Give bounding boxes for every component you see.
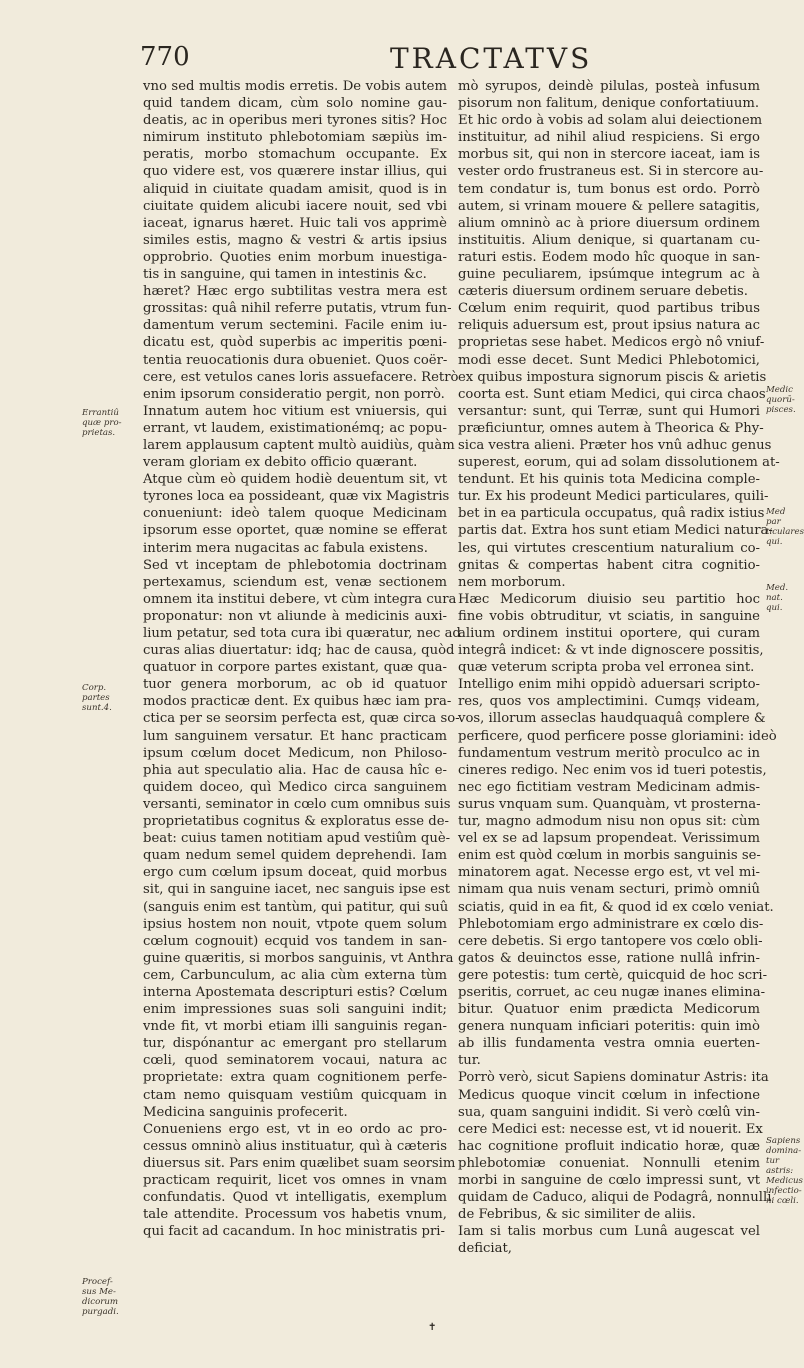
text-line: veram gloriam ex debito officio quærant. bbox=[143, 455, 418, 471]
text-line: cere Medici est: necesse est, vt id nouerit. Ex bbox=[458, 1121, 763, 1137]
text-line: tur. bbox=[458, 1053, 481, 1069]
running-title: TRACTATVS bbox=[390, 42, 593, 75]
text-line: ctica per se seorsim perfecta est, quæ circa so- bbox=[143, 711, 460, 727]
text-line: pseritis, corruet, ac ceu nugæ inanes elimina- bbox=[458, 984, 766, 1000]
text-line: de Febribus, & sic similiter de aliis. bbox=[458, 1207, 696, 1223]
text-line: beat: cuius tamen notitiam apud vestiûm què- bbox=[143, 831, 451, 847]
text-line: Innatum autem hoc vitium est vniuersis, qui bbox=[143, 403, 447, 419]
text-line: grossitas: quâ nihil referre putatis, vtrum fun- bbox=[143, 301, 452, 317]
text-line: quid tandem dicam, cùm solo nomine gau- bbox=[143, 96, 447, 112]
margin-note-corporis-partes: Corp. partes sunt.4. bbox=[82, 683, 112, 713]
text-line: sciatis, quid in ea fit, & quod id ex cœlo veniat. bbox=[458, 899, 774, 915]
text-line: tendunt. Et his quinis tota Medicina comple- bbox=[458, 472, 760, 488]
text-line: interna Apostemata descripturi estis? Cœlum bbox=[143, 984, 448, 1000]
text-line: bet in ea particula occupatus, quâ radix istius bbox=[458, 506, 765, 522]
text-line: Phlebotomiam ergo administrare ex cœlo dis- bbox=[458, 916, 764, 932]
margin-note-processus: Procef- sus Me- dicorum purgadi. bbox=[82, 1277, 119, 1317]
text-line: tyrones loca ea possideant, quæ vix Magistris bbox=[143, 489, 450, 505]
text-line: sica vestra alieni. Præter hos vnû adhuc genus bbox=[458, 437, 772, 453]
text-line: ipsorum esse oportet, quæ nomine se efferat bbox=[143, 523, 447, 539]
text-line: Iam si talis morbus cum Lunâ augescat vel bbox=[458, 1224, 760, 1240]
text-line: nem morborum. bbox=[458, 574, 566, 590]
margin-note-errantium: Errantiû quæ pro- prietas. bbox=[82, 408, 122, 438]
text-line: quatuor in corpore partes existant, quæ qua- bbox=[143, 660, 447, 676]
text-line: alium ordinem institui oportere, qui curam bbox=[458, 626, 760, 641]
text-line: gatos & deuinctos esse, ratione nullâ infrin- bbox=[458, 950, 760, 966]
text-line: dicatu est, quòd superbis ac imperitis pœni- bbox=[143, 335, 447, 351]
text-line: ctam nemo quisquam vestiûm quicquam in bbox=[143, 1087, 447, 1103]
text-line: phlebotomiæ conueniat. Nonnulli etenim bbox=[458, 1155, 760, 1171]
text-line: cœli, quod seminatorem vocaui, natura ac bbox=[143, 1053, 447, 1069]
text-line: genera nunquam inficiari poteritis: quin imò bbox=[458, 1019, 760, 1035]
text-line: bitur. Quatuor enim prædicta Medicorum bbox=[458, 1002, 760, 1018]
text-line: proprietate: extra quam cognitionem perfe- bbox=[143, 1070, 447, 1086]
text-line: larem applausum captent multò auidiùs, quàm bbox=[143, 437, 455, 453]
text-line: Hæc Medicorum diuisio seu partitio hoc bbox=[458, 591, 760, 607]
text-line: conueniunt: ideò talem quoque Medicinam bbox=[143, 506, 447, 522]
text-line: proponatur: non vt aliunde à medicinis auxi- bbox=[143, 608, 447, 624]
text-line: aliquid in ciuitate quadam amisit, quod is in bbox=[143, 181, 447, 197]
text-line: fine vobis obtruditur, vt sciatis, in sanguine bbox=[458, 608, 760, 624]
text-line: præficiuntur, omnes autem à Theorica & Phy- bbox=[458, 420, 764, 436]
text-line: quidam de Caduco, aliqui de Podagrâ, nonnulli bbox=[458, 1190, 772, 1206]
text-line: hæret? Hæc ergo subtilitas vestra mera est bbox=[143, 284, 447, 300]
text-line: morbus sit, qui non in stercore iaceat, iam is bbox=[458, 147, 760, 163]
text-line: vnde fit, vt morbi etiam illi sanguinis regan- bbox=[143, 1019, 447, 1035]
text-line: cæteris diuersum ordinem seruare debetis. bbox=[458, 284, 748, 300]
text-line: mò syrupos, deindè pilulas, posteà infusum bbox=[458, 79, 760, 94]
text-line: quam nedum semel quidem deprehendi. Iam bbox=[143, 848, 447, 864]
text-line: quidem doceo, quì Medico circa sanguinem bbox=[143, 779, 447, 795]
text-line: confundatis. Quod vt intelligatis, exemplum bbox=[143, 1190, 447, 1206]
text-line: minatorem agat. Necesse ergo est, vt vel mi- bbox=[458, 865, 760, 881]
page-header bbox=[140, 40, 780, 80]
text-line: deficiat, bbox=[458, 1241, 512, 1257]
text-line: tem condatur is, tum bonus est ordo. Porrò bbox=[458, 181, 760, 197]
text-line: tur, magno admodum nisu non opus sit: cùm bbox=[458, 814, 760, 830]
page-footer-mark: ✝ bbox=[428, 1322, 437, 1333]
text-line: peratis, morbo stomachum occupante. Ex bbox=[143, 147, 447, 163]
text-line: vel ex se ad lapsum propendeat. Verissimum bbox=[458, 831, 760, 847]
text-line: (sanguis enim est tantùm, qui patitur, qui suû bbox=[143, 899, 449, 915]
text-line: gere potestis: tum certè, quicquid de hoc scri- bbox=[458, 967, 768, 983]
text-line: guine peculiarem, ipsúmque integrum ac à bbox=[458, 267, 760, 283]
text-line: Cœlum enim requirit, quod partibus tribus bbox=[458, 301, 760, 317]
text-line: raturi estis. Eodem modo hîc quoque in san- bbox=[458, 249, 760, 265]
text-line: nimam qua nuis venam secturi, primò omniû bbox=[458, 882, 760, 898]
text-line: tur. Ex his prodeunt Medici particulares, quili- bbox=[458, 489, 769, 505]
text-line: Porrò verò, sicut Sapiens dominatur Astris: ita bbox=[458, 1070, 769, 1086]
text-line: Et hic ordo à vobis ad solam alui deiectionem bbox=[458, 113, 763, 129]
text-line: similes estis, magno & vestri & artis ipsius bbox=[143, 232, 447, 248]
text-line: enim ipsorum consideratio pergit, non porrò. bbox=[143, 386, 445, 402]
text-line: nimirum instituto phlebotomiam sæpiùs im- bbox=[143, 130, 447, 146]
text-line: integrâ indicet: & vt inde dignoscere possitis, bbox=[458, 643, 764, 659]
text-line: proprietas sese habet. Medicos ergò nô vniuf- bbox=[458, 335, 765, 351]
text-line: quo videre est, vos quærere instar illius, qui bbox=[143, 164, 447, 180]
text-line: enim est quòd cœlum in morbis sanguinis se- bbox=[458, 848, 761, 864]
text-line: Sed vt inceptam de phlebotomia doctrinam bbox=[143, 557, 447, 573]
text-line: reliquis aduersum est, prout ipsius natura ac bbox=[458, 318, 760, 334]
text-line: cessus omninò alius instituatur, quì à cæteris bbox=[143, 1138, 447, 1154]
text-line: errant, vt laudem, existimationémq; ac popu- bbox=[143, 420, 447, 436]
text-line: res, quos vos amplectimini. Cumqș videam, bbox=[458, 694, 760, 710]
text-line: qui facit ad cacandum. In hoc ministratis pri- bbox=[143, 1224, 445, 1240]
text-line: nec ego fictitiam vestram Medicinam admis- bbox=[458, 779, 760, 795]
text-line: autem, si vrinam mouere & pellere satagitis, bbox=[458, 198, 760, 214]
text-line: versanti, seminator in cœlo cum omnibus suis bbox=[143, 796, 451, 812]
text-line: ipsius hostem non nouit, vtpote quem solum bbox=[143, 916, 447, 932]
text-line: phia aut speculatio alia. Hac de causa hîc e- bbox=[143, 762, 447, 778]
text-line: versantur: sunt, qui Terræ, sunt qui Humori bbox=[458, 403, 760, 419]
page-number: 770 bbox=[140, 42, 190, 72]
text-line: vos, illorum asseclas haudquaquâ complere & bbox=[458, 711, 766, 727]
text-line: surus vnquam sum. Quanquàm, vt prosterna- bbox=[458, 796, 761, 812]
text-line: enim impressiones suas soli sanguini indit; bbox=[143, 1002, 447, 1018]
text-line: tis in sanguine, qui tamen in intestinis &c. bbox=[143, 267, 427, 283]
text-line: tuor genera morborum, ac ob id quatuor bbox=[143, 677, 447, 693]
text-line: Medicus quoque vincit cœlum in infectione bbox=[458, 1087, 760, 1103]
text-column-left bbox=[143, 78, 461, 1240]
text-line: Intelligo enim mihi oppidò aduersari scripto- bbox=[458, 677, 760, 693]
text-line: iaceat, ignarus hæret. Huic tali vos apprimè bbox=[143, 215, 447, 231]
text-line: cere debetis. Si ergo tantopere vos cœlo obli- bbox=[458, 933, 763, 949]
margin-note-medici-particulares: Med par ticulares qui. bbox=[766, 507, 804, 547]
text-line: hac cognitione profluit indicatio horæ, quæ bbox=[458, 1138, 760, 1154]
margin-note-medici-pisces: Medic quorū- pisces. bbox=[766, 385, 796, 415]
text-line: vno sed multis modis erretis. De vobis autem bbox=[143, 79, 447, 94]
text-line: tale attendite. Processum vos habetis vnum, bbox=[143, 1207, 447, 1223]
text-line: ab illis fundamenta vestra omnia euerten- bbox=[458, 1036, 760, 1052]
text-line: perficere, quod perficere posse gloriamini: ideò bbox=[458, 728, 777, 744]
text-line: tur, dispónantur ac emergant pro stellarum bbox=[143, 1036, 447, 1052]
margin-note-medici-naturales: Med. nat. qui. bbox=[766, 583, 789, 613]
text-line: instituitur, ad nihil aliud respiciens. Si ergo bbox=[458, 130, 760, 146]
text-line: cineres redigo. Nec enim vos id tueri potestis, bbox=[458, 762, 767, 778]
text-line: ex quibus impostura signorum piscis & arietis bbox=[458, 369, 767, 385]
text-line: coorta est. Sunt etiam Medici, qui circa chaos bbox=[458, 386, 766, 402]
text-line: diuersus sit. Pars enim quælibet suam seorsim bbox=[143, 1155, 456, 1171]
text-line: Atque cùm eò quidem hodiè deuentum sit, vt bbox=[143, 472, 447, 488]
text-line: curas alias diuertatur: idq; hac de causa, quòd bbox=[143, 643, 455, 659]
text-line: ipsum cœlum docet Medicum, non Philoso- bbox=[143, 745, 447, 761]
text-line: ciuitate quidem alicubi iacere nouit, sed vbi bbox=[143, 198, 447, 214]
text-line: ergo cum cœlum ipsum doceat, quid morbus bbox=[143, 865, 447, 881]
text-line: opprobrio. Quoties enim morbum inuestiga- bbox=[143, 249, 447, 265]
text-line: cem, Carbunculum, ac alia cùm externa tùm bbox=[143, 967, 447, 983]
text-line: proprietatibus cognitus & exploratus esse de- bbox=[143, 814, 449, 830]
text-line: lium petatur, sed tota cura ibi quæratur, nec ad bbox=[143, 626, 461, 641]
text-line: deatis, ac in operibus meri tyrones sitis? Hoc bbox=[143, 113, 447, 129]
text-line: partis dat. Extra hos sunt etiam Medici natura- bbox=[458, 523, 773, 539]
text-line: fundamentum vestrum meritò proculco ac in bbox=[458, 745, 760, 761]
text-line: Medicina sanguinis profecerit. bbox=[143, 1104, 348, 1120]
text-line: practicam requirit, licet vos omnes in vnam bbox=[143, 1173, 447, 1188]
text-line: Conueniens ergo est, vt in eo ordo ac pro- bbox=[143, 1121, 447, 1137]
text-line: morbi in sanguine de cœlo impressi sunt, vt bbox=[458, 1173, 760, 1188]
text-line: vester ordo frustraneus est. Si in stercore au- bbox=[458, 164, 764, 180]
text-line: quæ veterum scripta proba vel erronea sint. bbox=[458, 660, 755, 676]
text-line: interim mera nugacitas ac fabula existens. bbox=[143, 540, 428, 556]
text-line: instituitis. Alium denique, si quartanam cu- bbox=[458, 232, 760, 248]
text-line: cere, est vetulos canes loris assuefacere. Retrò bbox=[143, 369, 459, 385]
text-line: cœlum cognouit) ecquid vos tandem in san- bbox=[143, 933, 447, 949]
text-line: sit, qui in sanguine iacet, nec sanguis ipse est bbox=[143, 882, 451, 898]
text-line: guine quæritis, si morbos sanguinis, vt Anthra bbox=[143, 950, 454, 966]
text-line: pisorum non falitum, denique confortatiuum. bbox=[458, 96, 760, 112]
text-line: lum sanguinem versatur. Et hanc practicam bbox=[143, 728, 447, 744]
text-line: alium omninò ac à priore diuersum ordinem bbox=[458, 215, 760, 231]
text-line: modos practicæ dent. Ex quibus hæc iam pra- bbox=[143, 694, 452, 710]
text-line: damentum verum sectemini. Facile enim iu- bbox=[143, 318, 447, 334]
text-line: gnitas & compertas habent citra cognitio- bbox=[458, 557, 760, 573]
text-line: les, qui virtutes crescentium naturalium co- bbox=[458, 540, 760, 556]
text-line: pertexamus, sciendum est, venæ sectionem bbox=[143, 574, 447, 590]
text-line: modi esse decet. Sunt Medici Phlebotomici, bbox=[458, 352, 760, 368]
text-line: tentia reuocationis dura obueniet. Quos coër- bbox=[143, 352, 448, 368]
text-line: superest, eorum, qui ad solam dissolutionem at- bbox=[458, 455, 780, 471]
margin-note-sapiens: Sapiens domina- tur astris: Medicus infectio- ni cœli. bbox=[766, 1136, 803, 1206]
text-line: omnem ita institui debere, vt cùm integra cura bbox=[143, 591, 457, 607]
text-line: sua, quam sanguini indidit. Si verò cœlû vin- bbox=[458, 1104, 760, 1120]
